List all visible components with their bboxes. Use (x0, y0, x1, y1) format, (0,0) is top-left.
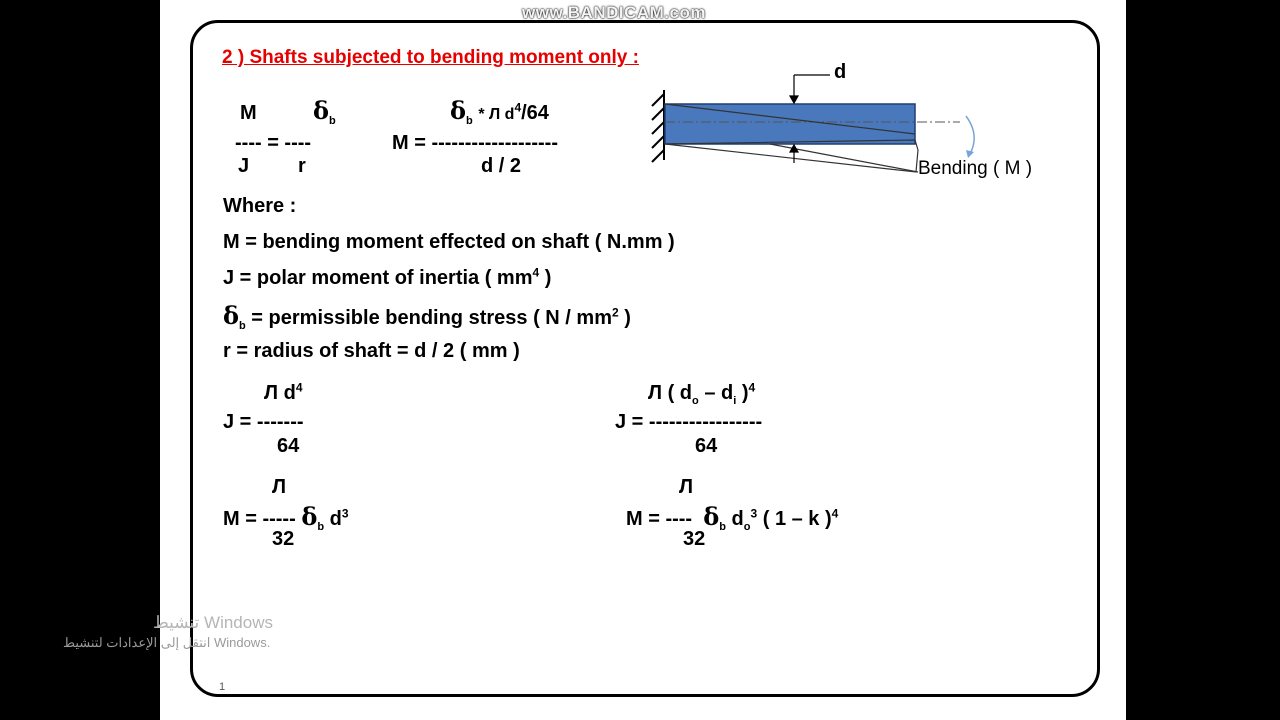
m-hollow-denominator: 32 (683, 528, 706, 550)
definition-j: J = polar moment of inertia ( $mm^4$ ) (223, 265, 552, 289)
m-solid-denominator: 32 (272, 528, 295, 550)
bending-label: Bending ( M ) (918, 158, 1033, 179)
eq1-fraction-line: ---- = ---- (235, 132, 312, 154)
eq2-denominator: d / 2 (481, 155, 522, 177)
eq2-numerator: $\delta_b$ * Л $d^4/64$ (450, 96, 549, 127)
eq1-denominator-j: J (238, 155, 250, 177)
slide-title: 2 ) Shafts subjected to bending moment only : (222, 47, 639, 68)
shaft-beam (665, 104, 915, 144)
eq1-denominator-r: r (298, 155, 306, 177)
bending-arrow (966, 116, 974, 154)
slide-page-number: 1 (219, 681, 226, 693)
windows-activation-title: تنشيط Windows (153, 613, 273, 632)
eq2-fraction-line: M = ------------------- (392, 132, 558, 154)
definition-m: M = bending moment effected on shaft ( N.mm ) (223, 231, 675, 253)
bandicam-watermark: www.BANDICAM.com (522, 3, 706, 22)
definition-r: r = radius of shaft = d / 2 ( mm ) (223, 340, 520, 362)
m-hollow-expression: M = ---- $\delta_b$ $d_o^3$ ( 1 – k )$^4$ (626, 502, 839, 533)
j-hollow-denominator: 64 (695, 435, 718, 457)
diameter-label: d (834, 61, 847, 83)
j-solid-denominator: 64 (277, 435, 300, 457)
j-hollow-line: J = ----------------- (615, 411, 763, 433)
m-hollow-numerator: Л (679, 476, 694, 498)
eq1-numerator-delta: $\delta_b$ (313, 96, 336, 127)
definition-delta: $\delta_b$ = permissible bending stress ( N / $mm^2$ ) (223, 301, 631, 332)
eq1-numerator-m: M (240, 102, 257, 124)
j-solid-numerator: Л $d^4$ (264, 380, 303, 404)
where-heading: Where : (223, 195, 297, 217)
windows-activation-subtitle: انتقل إلى الإعدادات لتنشيط Windows. (63, 635, 271, 650)
wall-support (652, 90, 664, 162)
m-solid-numerator: Л (272, 476, 287, 498)
deflected-beam-outline (665, 140, 918, 172)
j-solid-line: J = ------- (223, 411, 304, 433)
j-hollow-numerator: Л ( $d_o - d_i$ )$^4$ (648, 380, 756, 407)
m-solid-expression: M = ----- $\delta_b$ $d^3$ (223, 502, 349, 533)
